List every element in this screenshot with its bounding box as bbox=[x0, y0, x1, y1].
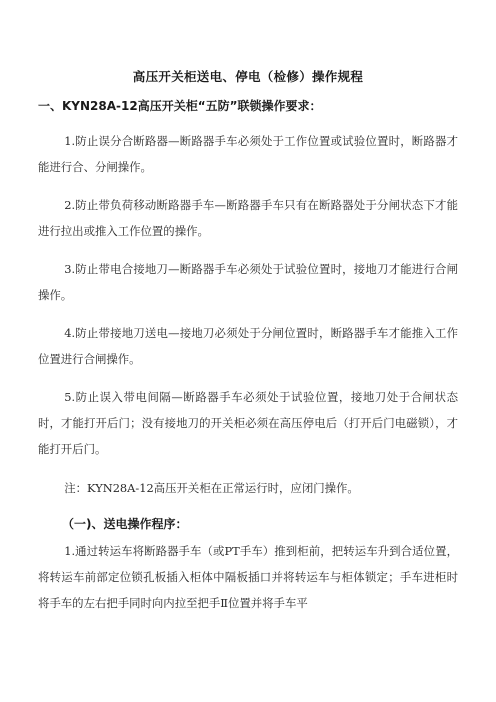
rule-item-1: 1.防止误分合断路器—断路器手车必须处于工作位置或试验位置时，断路器才能进行合、分闸操作。 bbox=[38, 134, 458, 174]
note-paragraph: 注：KYN28A-12高压开关柜在正常运行时，应闭门操作。 bbox=[64, 481, 359, 495]
rule-item-2: 2.防止带负荷移动断路器手车—断路器手车只有在断路器处于分闸状态下才能进行拉出或推入工作位置的操作。 bbox=[38, 198, 458, 238]
rule-item-3: 3.防止带电合接地刀—断路器手车必须处于试验位置时，接地刀才能进行合闸操作。 bbox=[38, 262, 458, 302]
rule-item-4: 4.防止带接地刀送电—接地刀必须处于分闸位置时，断路器手车才能推入工作位置进行合闸操作。 bbox=[38, 326, 458, 366]
section-heading: 一、KYN28A-12高压开关柜“五防”联锁操作要求： bbox=[38, 99, 322, 113]
step-paragraph: 1.通过转运车将断路器手车（或PT手车）推到柜前，把转运车升到合适位置，将转运车前部定位锁孔板插入柜体中隔板插口并将转运车与柜体锁定；手车进柜时将手车的左右把手同时向内拉至把手Ⅱ位置并将手车平 bbox=[38, 544, 458, 610]
document-title: 高压开关柜送电、停电（检修）操作规程 bbox=[132, 69, 364, 84]
subsection-heading: （一)、送电操作程序： bbox=[62, 517, 188, 531]
rule-item-5: 5.防止误入带电间隔—断路器手车必须处于试验位置，接地刀处于合闸状态时，才能打开后门；没有接地刀的开关柜必须在高压停电后（打开后门电磁锁），才能打开后门。 bbox=[38, 390, 458, 456]
